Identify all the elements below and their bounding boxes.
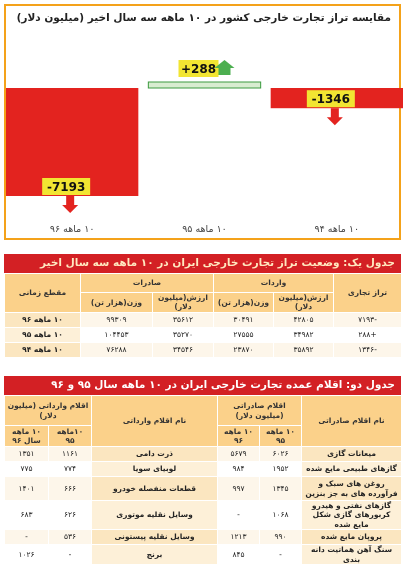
import-96-cell: - bbox=[5, 530, 49, 545]
import-weight-cell: ۳۰۴۹۱ bbox=[214, 312, 274, 327]
data-label: -7193 bbox=[46, 180, 86, 194]
import-weight-cell: ۲۳۸۷۰ bbox=[214, 342, 274, 357]
major-items-section bbox=[4, 376, 401, 565]
import-95-cell: ۱۱۶۱ bbox=[49, 447, 92, 462]
import-item-cell: وسایل نقلیه موتوری bbox=[92, 501, 218, 530]
import-item-cell: قطعات منفصله خودرو bbox=[92, 477, 218, 501]
table-row bbox=[5, 342, 402, 357]
export-95-cell: ۸۴۵ bbox=[218, 545, 260, 565]
trade-balance-section bbox=[4, 254, 401, 358]
import-95-cell: ۶۶۶ bbox=[49, 477, 92, 501]
table-row bbox=[5, 462, 402, 477]
balance-cell: -۷۱۹۳ bbox=[334, 312, 402, 327]
table2-title: جدول دو: اقلام عمده تجارت خارجی ایران در ۱۰ ماهه سال ۹۵ و ۹۶ bbox=[4, 376, 401, 395]
balance-cell: +۲۸۸ bbox=[334, 327, 402, 342]
header-import-value: اقلام وارداتی (میلیون دلار) bbox=[5, 396, 92, 426]
export-item-cell: سنگ آهن هماتیت دانه بندی bbox=[302, 545, 402, 565]
export-95-cell: ۹۸۴ bbox=[218, 462, 260, 477]
header-import-weight: وزن(هزار تن) bbox=[214, 293, 274, 313]
export-weight-cell: ۷۶۲۸۸ bbox=[81, 342, 153, 357]
import-value-cell: ۳۴۹۸۲ bbox=[274, 327, 334, 342]
import-item-cell: لوبیای سویا bbox=[92, 462, 218, 477]
table-row bbox=[5, 501, 402, 530]
export-96-cell: ۶۰۲۶ bbox=[260, 447, 302, 462]
header-period: مقطع زمانی bbox=[5, 274, 81, 313]
header-export-value: اقلام صادراتی (میلیون دلار) bbox=[218, 396, 302, 426]
export-weight-cell: ۹۹۳۰۹ bbox=[81, 312, 153, 327]
export-item-cell: میعانات گازی bbox=[302, 447, 402, 462]
export-95-cell: ۵۶۷۹ bbox=[218, 447, 260, 462]
data-label: -1346 bbox=[311, 92, 351, 107]
export-96-cell: ۱۹۵۲ bbox=[260, 462, 302, 477]
export-item-cell: گازهای نفتی و هیدرو کربورهای گازی شکل مایع شده bbox=[302, 501, 402, 530]
trade-balance-table bbox=[4, 273, 402, 358]
data-label: +288 bbox=[180, 62, 217, 76]
table-row bbox=[5, 327, 402, 342]
export-value-cell: ۳۵۶۱۲ bbox=[153, 312, 214, 327]
export-weight-cell: ۱۰۴۴۵۳ bbox=[81, 327, 153, 342]
import-item-cell: ذرت دامی bbox=[92, 447, 218, 462]
export-95-cell: ۱۲۱۳ bbox=[218, 530, 260, 545]
import-95-cell: ۵۳۶ bbox=[49, 530, 92, 545]
bar bbox=[148, 82, 260, 88]
table-row bbox=[5, 312, 402, 327]
header-export-96: ۱۰ ماهه ۹۵ bbox=[260, 426, 302, 447]
chart-title: مقایسه تراز تجارت خارجی کشور در ۱۰ ماهه سه سال اخیر (میلیون دلار) bbox=[16, 12, 391, 24]
header-export-value: ارزش(میلیون دلار) bbox=[153, 293, 214, 313]
import-96-cell: ۶۸۳ bbox=[5, 501, 49, 530]
export-value-cell: ۳۴۵۴۶ bbox=[153, 342, 214, 357]
import-96-cell: ۱۰۲۶ bbox=[5, 545, 49, 565]
period-cell: ۱۰ ماهه ۹۵ bbox=[5, 327, 81, 342]
table-row bbox=[5, 447, 402, 462]
arrow-down-icon bbox=[327, 108, 343, 125]
export-96-cell: ۱۳۴۵ bbox=[260, 477, 302, 501]
arrow-down-icon bbox=[62, 196, 78, 213]
import-96-cell: ۷۷۵ bbox=[5, 462, 49, 477]
header-import-95: ۱۰ماهه ۹۵ bbox=[49, 426, 92, 447]
import-96-cell: ۱۴۰۱ bbox=[5, 477, 49, 501]
import-95-cell: - bbox=[49, 545, 92, 565]
balance-chart bbox=[6, 6, 403, 242]
header-export-weight: وزن(هزار تن) bbox=[81, 293, 153, 313]
chart-card bbox=[4, 4, 401, 240]
export-95-cell: ۹۹۷ bbox=[218, 477, 260, 501]
export-item-cell: پروپان مایع شده bbox=[302, 530, 402, 545]
table-row bbox=[5, 530, 402, 545]
import-item-cell: وسایل نقلیه پیستونی bbox=[92, 530, 218, 545]
export-95-cell: - bbox=[218, 501, 260, 530]
header-exports: صادرات bbox=[81, 274, 214, 293]
import-value-cell: ۴۲۸۰۵ bbox=[274, 312, 334, 327]
header-import-item: نام اقلام وارداتی bbox=[92, 396, 218, 447]
tick-label: ۱۰ ماهه ۹۶ bbox=[49, 224, 95, 235]
header-export-95: ۱۰ ماهه ۹۶ bbox=[218, 426, 260, 447]
table-row bbox=[5, 477, 402, 501]
export-96-cell: - bbox=[260, 545, 302, 565]
export-item-cell: روغن های سبک و فرآورده های به جز بنزین bbox=[302, 477, 402, 501]
import-95-cell: ۷۷۴ bbox=[49, 462, 92, 477]
header-export-item: نام اقلام صادراتی bbox=[302, 396, 402, 447]
table-row bbox=[5, 545, 402, 565]
import-weight-cell: ۲۷۵۵۵ bbox=[214, 327, 274, 342]
header-import-value: ارزش(میلیون دلار) bbox=[274, 293, 334, 313]
import-value-cell: ۳۵۸۹۲ bbox=[274, 342, 334, 357]
export-96-cell: ۱۰۶۸ bbox=[260, 501, 302, 530]
major-items-table bbox=[4, 395, 402, 565]
tick-label: ۱۰ ماهه ۹۵ bbox=[182, 224, 227, 235]
table1-title: جدول یک: وضعیت تراز تجارت خارجی ایران در ۱۰ ماهه سه سال اخیر bbox=[4, 254, 401, 273]
export-96-cell: ۹۹۰ bbox=[260, 530, 302, 545]
period-cell: ۱۰ ماهه ۹۶ bbox=[5, 312, 81, 327]
balance-cell: -۱۳۴۶ bbox=[334, 342, 402, 357]
tick-label: ۱۰ ماهه ۹۴ bbox=[314, 224, 360, 235]
export-value-cell: ۳۵۲۷۰ bbox=[153, 327, 214, 342]
import-item-cell: برنج bbox=[92, 545, 218, 565]
import-96-cell: ۱۳۵۱ bbox=[5, 447, 49, 462]
header-import-96: ۱۰ ماهه سال ۹۶ bbox=[5, 426, 49, 447]
header-balance: تراز تجاری bbox=[334, 274, 402, 313]
header-imports: واردات bbox=[214, 274, 334, 293]
import-95-cell: ۶۲۶ bbox=[49, 501, 92, 530]
export-item-cell: گازهای طبیعی مایع شده bbox=[302, 462, 402, 477]
period-cell: ۱۰ ماهه ۹۴ bbox=[5, 342, 81, 357]
